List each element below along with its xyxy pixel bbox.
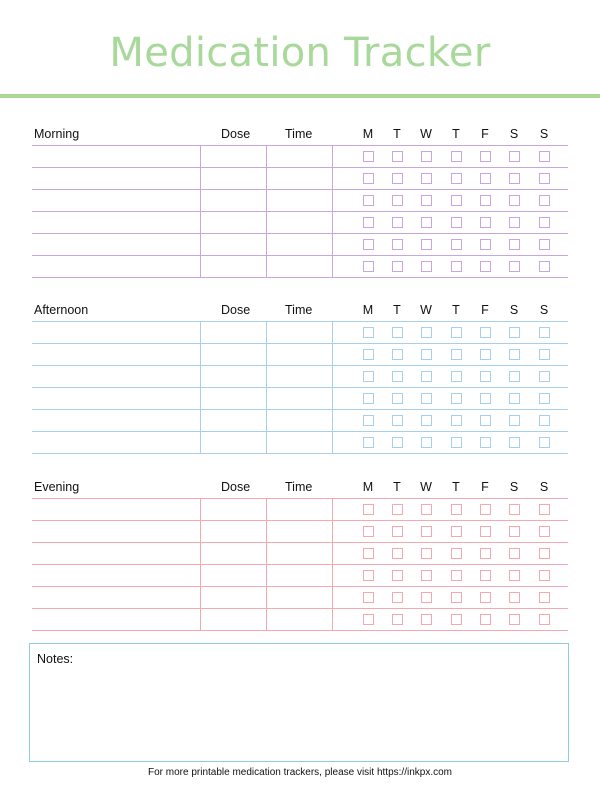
day-checkbox[interactable] (451, 526, 462, 537)
day-checkbox[interactable] (539, 261, 550, 272)
section-title: Evening (34, 480, 80, 494)
day-header: T (452, 127, 460, 141)
title-divider (0, 94, 600, 98)
dose-column-header: Dose (221, 480, 251, 494)
day-checkbox[interactable] (480, 371, 491, 382)
medication-row (32, 211, 568, 233)
day-checkbox[interactable] (363, 437, 374, 448)
day-header: F (481, 303, 489, 317)
day-checkbox[interactable] (480, 592, 491, 603)
day-checkbox[interactable] (539, 526, 550, 537)
time-cell[interactable] (267, 586, 332, 608)
medication-row (32, 343, 568, 365)
day-checkbox[interactable] (451, 504, 462, 515)
page-title: Medication Tracker (109, 30, 491, 76)
medication-row (32, 498, 568, 520)
dose-cell[interactable] (201, 608, 266, 630)
time-cell[interactable] (267, 387, 332, 409)
medication-row (32, 608, 568, 630)
day-checkbox[interactable] (509, 327, 520, 338)
day-checkbox[interactable] (539, 327, 550, 338)
medication-row (32, 431, 568, 453)
medication-name-cell[interactable] (32, 409, 200, 431)
day-checkbox[interactable] (539, 151, 550, 162)
day-checkbox[interactable] (451, 548, 462, 559)
day-checkbox[interactable] (451, 415, 462, 426)
tracker-grid (32, 321, 568, 453)
day-checkbox[interactable] (451, 217, 462, 228)
time-cell[interactable] (267, 255, 332, 277)
day-checkbox[interactable] (392, 173, 403, 184)
day-checkbox[interactable] (363, 151, 374, 162)
footer-text: For more printable medication trackers, please visit https://inkpx.com (147, 767, 452, 778)
day-checkbox[interactable] (539, 217, 550, 228)
day-checkbox[interactable] (480, 548, 491, 559)
day-checkbox[interactable] (451, 261, 462, 272)
section-title: Morning (34, 127, 80, 141)
day-checkbox[interactable] (363, 415, 374, 426)
day-checkbox[interactable] (480, 261, 491, 272)
day-checkbox[interactable] (509, 592, 520, 603)
day-checkbox[interactable] (363, 217, 374, 228)
day-checkbox[interactable] (509, 261, 520, 272)
section-header (32, 301, 568, 321)
day-checkbox[interactable] (539, 570, 550, 581)
day-checkbox[interactable] (421, 173, 432, 184)
day-header: S (539, 480, 549, 494)
day-checkbox[interactable] (539, 349, 550, 360)
time-column-header: Time (285, 303, 313, 317)
medication-row (32, 409, 568, 431)
day-checkbox[interactable] (392, 327, 403, 338)
day-checkbox[interactable] (451, 371, 462, 382)
row-divider (32, 277, 568, 278)
day-checkbox[interactable] (509, 570, 520, 581)
day-checkbox[interactable] (539, 415, 550, 426)
day-checkbox[interactable] (363, 614, 374, 625)
day-checkbox[interactable] (509, 415, 520, 426)
day-checkbox[interactable] (509, 217, 520, 228)
day-checkbox[interactable] (421, 327, 432, 338)
day-header: T (393, 480, 401, 494)
day-checkbox[interactable] (392, 151, 403, 162)
dose-cell[interactable] (201, 564, 266, 586)
day-checkbox[interactable] (509, 437, 520, 448)
dose-cell[interactable] (201, 321, 266, 343)
day-checkbox[interactable] (363, 261, 374, 272)
day-checkbox[interactable] (421, 415, 432, 426)
day-checkbox[interactable] (509, 548, 520, 559)
day-header: T (393, 303, 401, 317)
dose-cell[interactable] (201, 167, 266, 189)
day-checkbox[interactable] (539, 195, 550, 206)
day-checkbox[interactable] (392, 526, 403, 537)
day-checkbox[interactable] (509, 393, 520, 404)
day-checkbox[interactable] (421, 526, 432, 537)
day-checkbox[interactable] (480, 173, 491, 184)
day-checkbox[interactable] (480, 393, 491, 404)
medication-row (32, 233, 568, 255)
day-checkbox[interactable] (363, 239, 374, 250)
day-checkbox[interactable] (392, 349, 403, 360)
day-checkbox[interactable] (451, 393, 462, 404)
day-checkbox[interactable] (480, 437, 491, 448)
medication-name-cell[interactable] (32, 321, 200, 343)
time-cell[interactable] (267, 365, 332, 387)
day-checkbox[interactable] (509, 614, 520, 625)
day-checkbox[interactable] (392, 548, 403, 559)
day-checkbox[interactable] (480, 614, 491, 625)
day-checkbox[interactable] (421, 217, 432, 228)
medication-row (32, 542, 568, 564)
day-checkbox[interactable] (451, 592, 462, 603)
time-cell[interactable] (267, 608, 332, 630)
day-checkbox[interactable] (509, 173, 520, 184)
notes-box[interactable] (29, 643, 569, 762)
day-checkbox[interactable] (480, 327, 491, 338)
day-checkbox[interactable] (421, 437, 432, 448)
medication-row (32, 167, 568, 189)
medication-row (32, 189, 568, 211)
day-header: S (509, 127, 519, 141)
medication-row (32, 520, 568, 542)
day-checkbox[interactable] (392, 592, 403, 603)
dose-cell[interactable] (201, 189, 266, 211)
day-checkbox[interactable] (539, 614, 550, 625)
time-cell[interactable] (267, 431, 332, 453)
time-cell[interactable] (267, 233, 332, 255)
day-checkbox[interactable] (363, 570, 374, 581)
medication-name-cell[interactable] (32, 255, 200, 277)
day-checkbox[interactable] (451, 195, 462, 206)
time-cell[interactable] (267, 542, 332, 564)
dose-cell[interactable] (201, 145, 266, 167)
medication-name-cell[interactable] (32, 520, 200, 542)
medication-name-cell[interactable] (32, 608, 200, 630)
day-checkbox[interactable] (363, 173, 374, 184)
medication-name-cell[interactable] (32, 564, 200, 586)
day-checkbox[interactable] (451, 173, 462, 184)
section-title: Afternoon (34, 303, 89, 317)
day-checkbox[interactable] (392, 437, 403, 448)
day-header: T (452, 480, 460, 494)
time-cell[interactable] (267, 189, 332, 211)
day-checkbox[interactable] (421, 261, 432, 272)
tracker-grid (32, 498, 568, 630)
medication-name-cell[interactable] (32, 233, 200, 255)
day-checkbox[interactable] (392, 570, 403, 581)
medication-name-cell[interactable] (32, 586, 200, 608)
day-checkbox[interactable] (480, 239, 491, 250)
medication-row (32, 586, 568, 608)
day-header: M (362, 303, 374, 317)
day-checkbox[interactable] (363, 371, 374, 382)
day-header: T (393, 127, 401, 141)
day-checkbox[interactable] (421, 239, 432, 250)
day-checkbox[interactable] (480, 504, 491, 515)
day-checkbox[interactable] (421, 393, 432, 404)
dose-cell[interactable] (201, 387, 266, 409)
section-evening (32, 478, 568, 638)
day-header: F (481, 127, 489, 141)
day-checkbox[interactable] (451, 239, 462, 250)
section-header (32, 125, 568, 145)
medication-row (32, 365, 568, 387)
time-cell[interactable] (267, 409, 332, 431)
day-header: W (420, 303, 432, 317)
day-checkbox[interactable] (421, 570, 432, 581)
day-header: M (362, 480, 374, 494)
day-checkbox[interactable] (392, 415, 403, 426)
day-checkbox[interactable] (480, 349, 491, 360)
day-checkbox[interactable] (392, 195, 403, 206)
notes-label: Notes: (37, 652, 74, 666)
day-checkbox[interactable] (392, 239, 403, 250)
medication-row (32, 321, 568, 343)
dose-cell[interactable] (201, 365, 266, 387)
day-checkbox[interactable] (480, 526, 491, 537)
day-checkbox[interactable] (509, 151, 520, 162)
time-cell[interactable] (267, 343, 332, 365)
dose-cell[interactable] (201, 520, 266, 542)
day-header: T (452, 303, 460, 317)
day-checkbox[interactable] (480, 415, 491, 426)
day-checkbox[interactable] (363, 592, 374, 603)
day-checkbox[interactable] (539, 437, 550, 448)
day-checkbox[interactable] (392, 614, 403, 625)
row-divider (32, 453, 568, 454)
day-checkbox[interactable] (451, 437, 462, 448)
dose-cell[interactable] (201, 542, 266, 564)
medication-name-cell[interactable] (32, 365, 200, 387)
dose-cell[interactable] (201, 233, 266, 255)
day-checkbox[interactable] (480, 570, 491, 581)
dose-cell[interactable] (201, 498, 266, 520)
day-checkbox[interactable] (421, 151, 432, 162)
medication-row (32, 145, 568, 167)
day-checkbox[interactable] (421, 548, 432, 559)
medication-name-cell[interactable] (32, 498, 200, 520)
day-checkbox[interactable] (509, 349, 520, 360)
day-checkbox[interactable] (421, 371, 432, 382)
day-checkbox[interactable] (480, 195, 491, 206)
day-checkbox[interactable] (539, 592, 550, 603)
section-header (32, 478, 568, 498)
medication-row (32, 564, 568, 586)
dose-cell[interactable] (201, 586, 266, 608)
dose-cell[interactable] (201, 255, 266, 277)
time-cell[interactable] (267, 498, 332, 520)
dose-column-header: Dose (221, 127, 251, 141)
day-header: S (539, 127, 549, 141)
day-header: S (509, 480, 519, 494)
dose-column-header: Dose (221, 303, 251, 317)
day-checkbox[interactable] (509, 239, 520, 250)
time-cell[interactable] (267, 211, 332, 233)
medication-name-cell[interactable] (32, 211, 200, 233)
day-checkbox[interactable] (363, 548, 374, 559)
day-checkbox[interactable] (363, 393, 374, 404)
day-checkbox[interactable] (392, 504, 403, 515)
day-checkbox[interactable] (421, 195, 432, 206)
day-header: W (420, 127, 432, 141)
day-checkbox[interactable] (539, 371, 550, 382)
day-checkbox[interactable] (539, 393, 550, 404)
medication-name-cell[interactable] (32, 343, 200, 365)
day-checkbox[interactable] (392, 261, 403, 272)
day-checkbox[interactable] (509, 526, 520, 537)
dose-cell[interactable] (201, 431, 266, 453)
day-checkbox[interactable] (392, 371, 403, 382)
medication-row (32, 387, 568, 409)
section-afternoon (32, 301, 568, 461)
day-checkbox[interactable] (480, 217, 491, 228)
day-checkbox[interactable] (509, 195, 520, 206)
dose-cell[interactable] (201, 211, 266, 233)
dose-cell[interactable] (201, 409, 266, 431)
day-header: S (539, 303, 549, 317)
section-morning (32, 125, 568, 285)
day-checkbox[interactable] (509, 504, 520, 515)
day-checkbox[interactable] (392, 217, 403, 228)
day-checkbox[interactable] (363, 504, 374, 515)
day-checkbox[interactable] (363, 327, 374, 338)
tracker-grid (32, 145, 568, 277)
day-header: F (481, 480, 489, 494)
medication-name-cell[interactable] (32, 431, 200, 453)
day-checkbox[interactable] (363, 526, 374, 537)
day-checkbox[interactable] (539, 504, 550, 515)
dose-cell[interactable] (201, 343, 266, 365)
day-header: M (362, 127, 374, 141)
day-checkbox[interactable] (539, 239, 550, 250)
day-checkbox[interactable] (392, 393, 403, 404)
row-divider (32, 630, 568, 631)
day-checkbox[interactable] (421, 504, 432, 515)
time-column-header: Time (285, 127, 313, 141)
day-checkbox[interactable] (451, 349, 462, 360)
time-cell[interactable] (267, 321, 332, 343)
day-checkbox[interactable] (363, 195, 374, 206)
time-cell[interactable] (267, 167, 332, 189)
medication-name-cell[interactable] (32, 189, 200, 211)
day-checkbox[interactable] (421, 614, 432, 625)
day-checkbox[interactable] (509, 371, 520, 382)
day-checkbox[interactable] (451, 151, 462, 162)
day-header: S (509, 303, 519, 317)
day-checkbox[interactable] (539, 173, 550, 184)
day-checkbox[interactable] (421, 349, 432, 360)
time-cell[interactable] (267, 145, 332, 167)
medication-name-cell[interactable] (32, 145, 200, 167)
time-cell[interactable] (267, 564, 332, 586)
day-checkbox[interactable] (421, 592, 432, 603)
day-checkbox[interactable] (451, 570, 462, 581)
day-checkbox[interactable] (539, 548, 550, 559)
day-checkbox[interactable] (451, 327, 462, 338)
day-checkbox[interactable] (451, 614, 462, 625)
medication-row (32, 255, 568, 277)
medication-name-cell[interactable] (32, 167, 200, 189)
time-column-header: Time (285, 480, 313, 494)
medication-name-cell[interactable] (32, 387, 200, 409)
day-checkbox[interactable] (363, 349, 374, 360)
day-checkbox[interactable] (480, 151, 491, 162)
day-header: W (420, 480, 432, 494)
time-cell[interactable] (267, 520, 332, 542)
medication-name-cell[interactable] (32, 542, 200, 564)
